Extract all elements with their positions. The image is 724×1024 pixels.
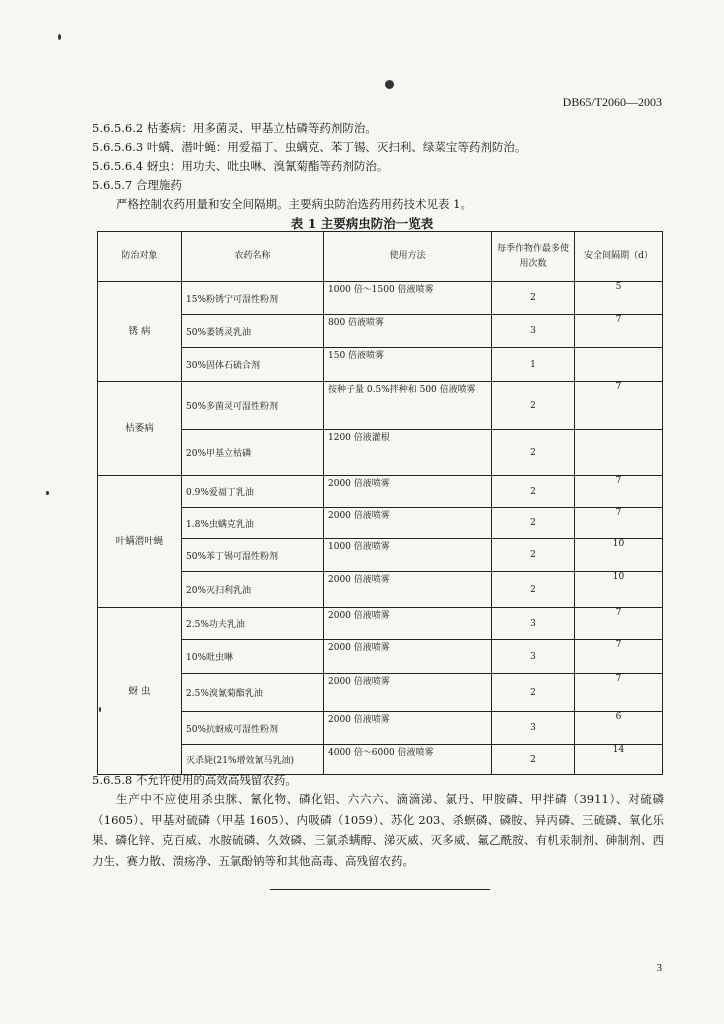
days-cell: 14 [575,745,663,775]
days-cell: 7 [575,608,663,640]
table-title: 表 1 主要病虫防治一览表 [290,216,434,231]
target-cell: 锈 病 [98,282,182,382]
count-cell: 2 [492,745,575,775]
clause-5-6-5-6-3: 5.6.5.6.3 叶螨、潜叶蝇：用爱福丁、虫螨克、苯丁锡、灭扫利、绿菜宝等药剂防治。 [92,140,527,154]
count-cell: 2 [492,282,575,315]
paragraph-banned-pesticides: 生产中不应使用杀虫脒、氰化物、磷化铝、六六六、滴滴涕、氯丹、甲胺磷、甲拌磷（3911）、对硫磷（1605）、甲基对硫磷（甲基 1605）、内吸磷（1059）、苏化 203、杀螟磷、磷胺、异丙磷、三硫磷、氧化乐果、磷化锌、克百威、水胺硫磷、久效磷、三氯杀螨醇、涕灭威、灭多威、氟乙酰胺、有机汞制剂、砷制剂、西力生、赛力散、溃疡净、五氯酚钠等和其他高毒、高残留农药。 [92,792,664,868]
scan-speck [385,80,394,89]
table-row [98,476,663,508]
drug-cell: 15%粉锈宁可湿性粉剂 [182,282,324,315]
clause-5-6-5-6-2: 5.6.5.6.2 枯萎病：用多菌灵、甲基立枯磷等药剂防治。 [92,121,377,135]
target-cell: 蚜 虫 [98,608,182,775]
document-code: DB65/T2060—2003 [562,95,662,109]
table-row [98,315,663,348]
page-number: 3 [656,962,662,974]
method-cell: 1000 倍液喷雾 [324,539,492,572]
table-row [98,640,663,674]
header-max-uses: 每季作物作最多使用次数 [492,232,575,282]
count-cell: 2 [492,572,575,608]
table-row [98,712,663,745]
clause-5-6-5-8: 5.6.5.8 不允许使用的高效高残留农药。 [92,773,297,787]
target-cell: 枯萎病 [98,382,182,476]
drug-cell: 50%抗蚜威可湿性粉剂 [182,712,324,745]
paragraph-pesticide-control: 严格控制农药用量和安全间隔期。主要病虫防治选药用药技术见表 1。 [116,197,472,211]
days-cell: 10 [575,572,663,608]
method-cell: 1200 倍液灌根 [324,430,492,476]
days-cell: 7 [575,640,663,674]
target-cell: 叶螨潜叶蝇 [98,476,182,608]
count-cell: 2 [492,430,575,476]
drug-cell: 30%固体石硫合剂 [182,348,324,382]
count-cell: 3 [492,712,575,745]
days-cell: 7 [575,508,663,539]
days-cell: 7 [575,315,663,348]
header-drug: 农药名称 [182,232,324,282]
pest-control-table [97,231,663,775]
method-cell: 2000 倍液喷雾 [324,508,492,539]
drug-cell: 2.5%溴氰菊酯乳油 [182,674,324,712]
days-cell [575,348,663,382]
drug-cell: 50%多菌灵可湿性粉剂 [182,382,324,430]
days-cell: 6 [575,712,663,745]
method-cell: 2000 倍液喷雾 [324,640,492,674]
end-divider [270,889,490,890]
clause-5-6-5-7: 5.6.5.7 合理施药 [92,178,182,192]
drug-cell: 1.8%虫螨克乳油 [182,508,324,539]
clause-5-6-5-6-4: 5.6.5.6.4 蚜虫：用功夫、吡虫啉、溴氰菊酯等药剂防治。 [92,159,389,173]
scan-speck [58,34,61,40]
header-method: 使用方法 [324,232,492,282]
method-cell: 150 倍液喷雾 [324,348,492,382]
count-cell: 1 [492,348,575,382]
header-target: 防治对象 [98,232,182,282]
drug-cell: 灭杀毙(21%增效氰马乳油) [182,745,324,775]
days-cell: 7 [575,674,663,712]
days-cell: 10 [575,539,663,572]
method-cell: 2000 倍液喷雾 [324,572,492,608]
method-cell: 2000 倍液喷雾 [324,712,492,745]
count-cell: 2 [492,382,575,430]
table-row [98,608,663,640]
table-row [98,282,663,315]
method-cell: 2000 倍液喷雾 [324,476,492,508]
drug-cell: 20%甲基立枯磷 [182,430,324,476]
header-safety-interval: 安全间隔期（d） [575,232,663,282]
days-cell: 5 [575,282,663,315]
count-cell: 2 [492,476,575,508]
method-cell: 1000 倍～1500 倍液喷雾 [324,282,492,315]
drug-cell: 2.5%功夫乳油 [182,608,324,640]
count-cell: 2 [492,508,575,539]
method-cell: 2000 倍液喷雾 [324,674,492,712]
drug-cell: 10%吡虫啉 [182,640,324,674]
table-row [98,539,663,572]
method-cell: 800 倍液喷雾 [324,315,492,348]
drug-cell: 50%苯丁锡可湿性粉剂 [182,539,324,572]
count-cell: 3 [492,640,575,674]
days-cell [575,430,663,476]
table-row [98,745,663,775]
count-cell: 2 [492,539,575,572]
drug-cell: 0.9%爱福丁乳油 [182,476,324,508]
table-row [98,382,663,430]
table-header-row [98,232,663,282]
table-row [98,508,663,539]
method-cell: 按种子量 0.5%拌种和 500 倍液喷雾 [324,382,492,430]
drug-cell: 20%灭扫利乳油 [182,572,324,608]
method-cell: 2000 倍液喷雾 [324,608,492,640]
table-row [98,674,663,712]
method-cell: 4000 倍～6000 倍液喷雾 [324,745,492,775]
count-cell: 3 [492,608,575,640]
table-row [98,572,663,608]
scan-speck [46,491,49,495]
count-cell: 2 [492,674,575,712]
scan-speck [99,707,101,712]
table-row [98,348,663,382]
drug-cell: 50%萎锈灵乳油 [182,315,324,348]
days-cell: 7 [575,476,663,508]
count-cell: 3 [492,315,575,348]
days-cell: 7 [575,382,663,430]
table-row [98,430,663,476]
